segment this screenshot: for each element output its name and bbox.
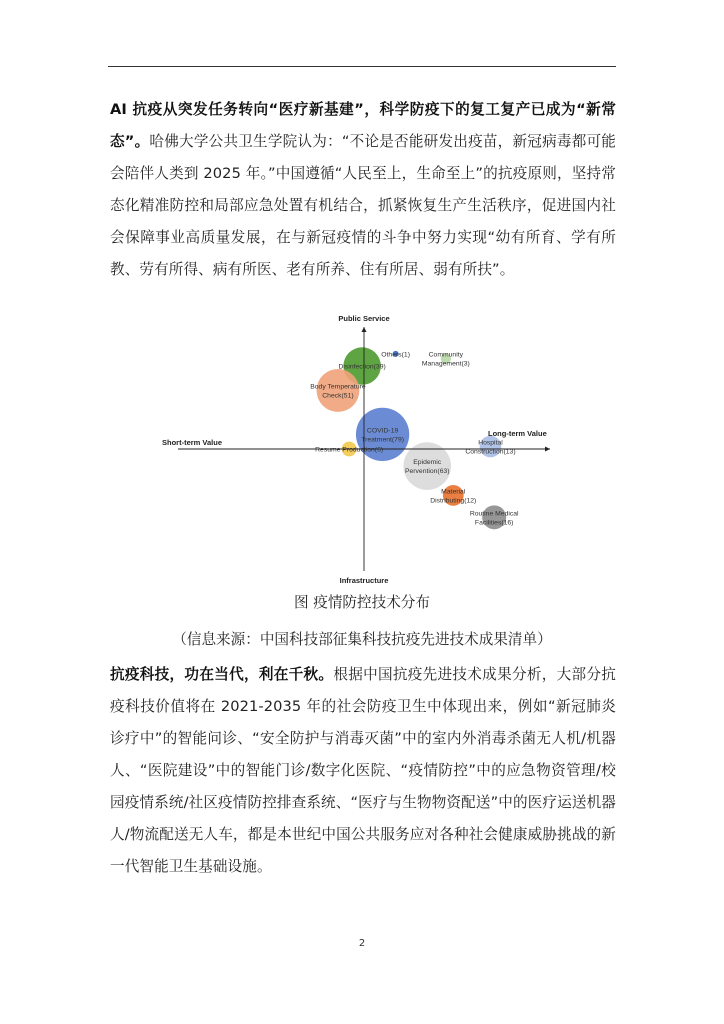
tech-distribution-chart xyxy=(150,314,570,585)
bubble-label-6-0: Epidemic xyxy=(413,459,442,467)
paragraph-conclusion-body: 根据中国抗疫先进技术成果分析，大部分抗疫科技价值将在 2021-2035 年的社会防疫卫生中体现出来，例如“新冠肺炎诊疗中”的智能问诊、“安全防护与消毒灭菌”中的室内外消毒杀菌无人机/机器人、“医院建设”中的智能门诊/数字化医院、“疫情防控”中的应急物资管理/校园疫情系统/社区疫情防控排查系统、“医疗与生物物资配送”中的医疗运送机器人/物流配送无人车，都是本世纪中国公共服务应对各种社会健康威胁挑战的新一代智能卫生基础设施。 xyxy=(110,666,616,875)
x-axis-arrow xyxy=(545,447,550,452)
bubble-label-3-1: Check(51) xyxy=(322,392,354,400)
bubble-label-8-0: Material xyxy=(441,488,466,496)
bubble-label-7-0: Hospital xyxy=(478,439,503,447)
paragraph-intro xyxy=(110,94,616,286)
figure-source: （信息来源：中国科技部征集科技抗疫先进技术成果清单） xyxy=(172,631,552,648)
bubble-label-6-1: Pervention(63) xyxy=(404,468,450,476)
axis-title-right: Long-term Value xyxy=(488,429,547,438)
figure-caption: 图 疫情防控技术分布 xyxy=(294,594,430,611)
paragraph-conclusion-lead: 抗疫科技，功在当代，利在千秋。 xyxy=(110,666,334,683)
axis-title-left: Short-term Value xyxy=(162,438,223,447)
paragraph-intro-body: 哈佛大学公共卫生学院认为：“不论是否能研发出疫苗，新冠病毒都可能会陪伴人类到 2025 年。”中国遵循“人民至上，生命至上”的抗疫原则，坚持常态化精准防控和局部应急处置有机结合，抓紧恢复生产生活秩序，促进国内社会保障事业高质量发展，在与新冠疫情的斗争中努力实现“幼有所育、学有所教、劳有所得、病有所医、老有所养、住有所居、弱有所扶”。 xyxy=(110,133,616,278)
bubble-label-9-0: Routine Medical xyxy=(469,510,519,518)
bubble-label-3-0: Body Temperature xyxy=(310,383,366,391)
page-number: 2 xyxy=(358,938,366,949)
paragraph-intro-lead: AI 抗疫从突发任务转向“医疗新基建”，科学防疫下的复工复产已成为“新常态”。 xyxy=(110,101,616,150)
header-rule xyxy=(108,66,616,67)
axis-title-bottom: Infrastructure xyxy=(339,576,389,585)
bubble-label-5-0: Resume Production(6) xyxy=(315,446,384,454)
bubble-label-4-1: Treatment(79) xyxy=(361,436,405,444)
bubble-label-9-1: Facilities(16) xyxy=(474,519,514,527)
bubble-label-1-0: Others(1) xyxy=(381,351,410,359)
bubble-label-4-0: COVID-19 xyxy=(366,427,399,435)
paragraph-conclusion xyxy=(110,659,616,883)
bubble-label-8-1: Distributing(12) xyxy=(430,497,477,505)
bubble-label-7-1: Construction(13) xyxy=(465,448,516,456)
bubble-label-0-0: Disinfection(39) xyxy=(338,363,386,371)
bubble-label-2-0: Community xyxy=(428,351,464,359)
axis-title-top: Public Service xyxy=(338,314,390,323)
y-axis-arrow xyxy=(362,327,367,332)
bubble-label-2-1: Management(3) xyxy=(421,360,470,368)
bubble-layer xyxy=(317,347,507,529)
